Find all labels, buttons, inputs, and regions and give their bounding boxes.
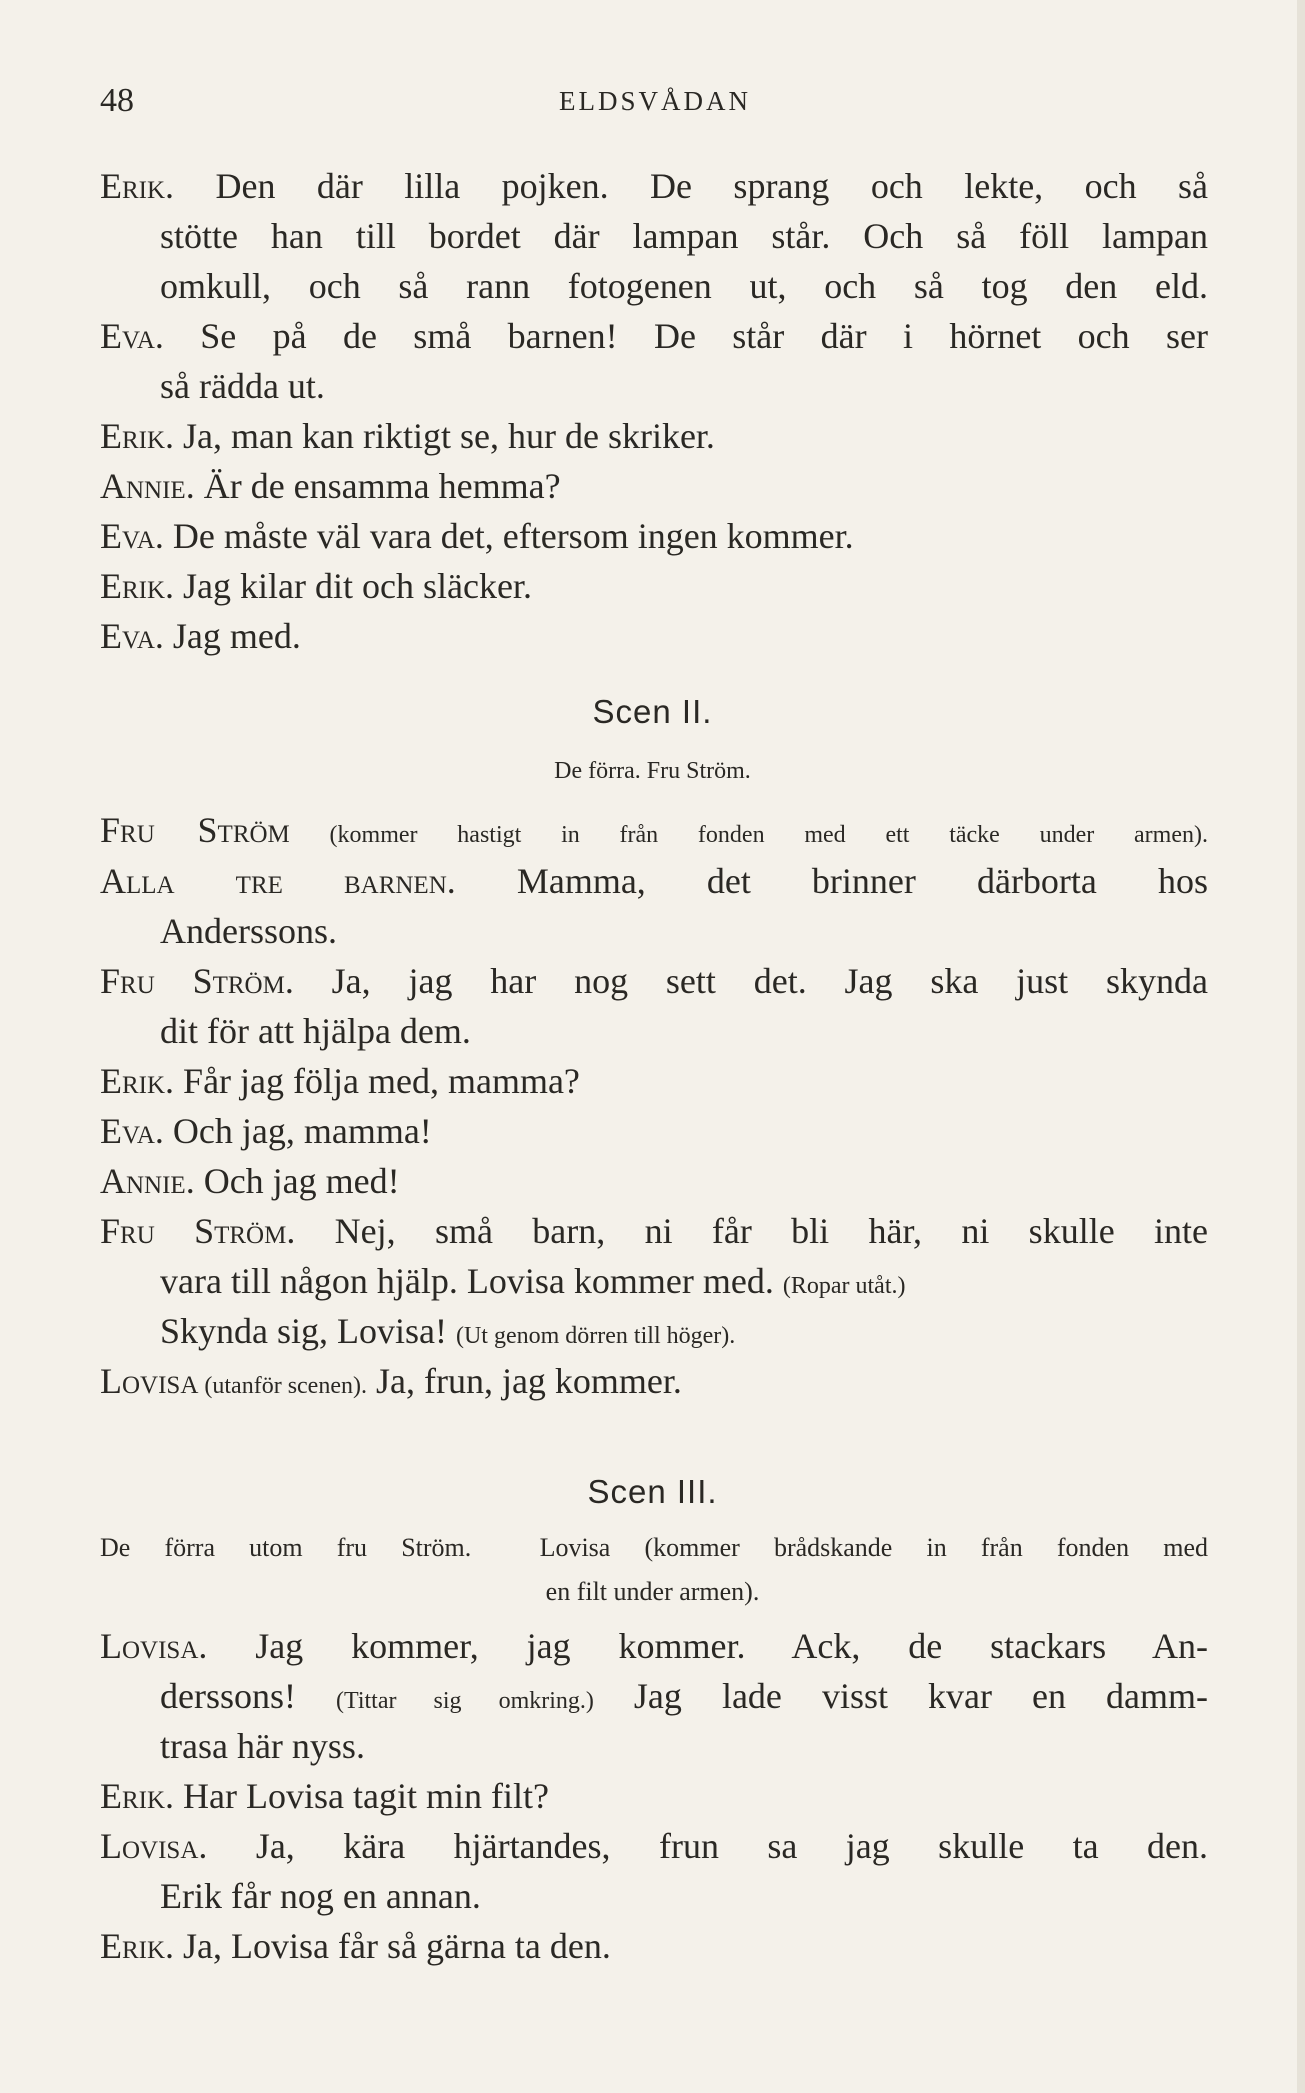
dialogue-line: trasa här nyss. <box>160 1726 365 1766</box>
speaker: Annie. <box>100 1161 195 1201</box>
speaker: Annie. <box>100 466 195 506</box>
dialogue-line: Eva. Se på de små barnen! De står där i hörnet och ser <box>100 316 1208 356</box>
dialogue-line: Erik. Jag kilar dit och släcker. <box>100 566 532 606</box>
dialogue-line: Lovisa (utanför scenen). Ja, frun, jag kommer. <box>100 1361 682 1401</box>
speaker: Erik. <box>100 566 175 606</box>
dialogue-line: Eva. De måste väl vara det, eftersom ingen kommer. <box>100 516 854 556</box>
dialogue-line: Anderssons. <box>160 911 337 951</box>
dialogue-line: Eva. Och jag, mamma! <box>100 1111 432 1151</box>
dialogue-line: Alla tre barnen. Mamma, det brinner därborta hos <box>100 861 1208 901</box>
speaker: Lovisa <box>100 1361 199 1401</box>
dialogue-line: Erik. Har Lovisa tagit min filt? <box>100 1776 549 1816</box>
speaker: Erik. <box>100 1061 175 1101</box>
dialogue-line: Lovisa. Jag kommer, jag kommer. Ack, de stackars An- <box>100 1626 1208 1666</box>
dialogue-line: Annie. Och jag med! <box>100 1161 400 1201</box>
stage-direction-line <box>100 812 1208 848</box>
stage-direction: (utanför scenen). <box>198 1373 367 1399</box>
dialogue-line: Skynda sig, Lovisa! (Ut genom dörren till höger). <box>160 1311 736 1351</box>
stage-direction: (Tittar sig omkring.) <box>336 1688 594 1714</box>
page-edge <box>1297 0 1305 2093</box>
stage-direction: (Ropar utåt.) <box>782 1273 906 1299</box>
dialogue-line: Erik får nog en annan. <box>160 1876 481 1916</box>
speaker: Alla tre barnen. <box>100 861 456 901</box>
stage-direction: (kommer hastigt in från fonden med ett täcke under armen). <box>289 822 1208 848</box>
dialogue-line: så rädda ut. <box>160 366 325 406</box>
dialogue-line: derssons! (Tittar sig omkring.) Jag lade visst kvar en damm- <box>160 1676 1208 1716</box>
scene-heading: Scen III. <box>587 1473 718 1510</box>
dialogue-line: Annie. Är de ensamma hemma? <box>100 466 561 506</box>
page-number: 48 <box>100 82 134 119</box>
speaker: Eva. <box>100 1111 164 1151</box>
dialogue-line: omkull, och så rann fotogenen ut, och så tog den eld. <box>160 266 1208 306</box>
stage-direction: (Ut genom dörren till höger). <box>455 1323 736 1349</box>
dialogue-line: Eva. Jag med. <box>100 616 301 656</box>
speaker: Fru Ström. <box>100 961 294 1001</box>
speaker: Eva. <box>100 516 164 556</box>
dialogue-line: vara till någon hjälp. Lovisa kommer med. (Ropar utåt.) <box>160 1261 906 1301</box>
speaker: Eva. <box>100 616 164 656</box>
dialogue-line: Erik. Får jag följa med, mamma? <box>100 1061 580 1101</box>
scene-heading: Scen II. <box>592 693 713 730</box>
speaker: Erik. <box>100 1776 175 1816</box>
speaker: Fru Ström <box>100 810 290 850</box>
scene-persons: De förra. Fru Ström. <box>554 758 751 784</box>
dialogue-line: dit för att hjälpa dem. <box>160 1011 471 1051</box>
scene-persons: De förra utom fru Ström. Lovisa (kommer brådskande in från fonden med <box>100 1533 1208 1562</box>
running-title: ELDSVÅDAN <box>559 86 751 116</box>
speaker: Erik. <box>100 416 175 456</box>
dialogue-line: Erik. Ja, man kan riktigt se, hur de skriker. <box>100 416 715 456</box>
scene-persons: en filt under armen). <box>545 1577 760 1606</box>
dialogue-line: Erik. Den där lilla pojken. De sprang och lekte, och så <box>100 166 1208 206</box>
page-header <box>100 82 1210 132</box>
speaker: Erik. <box>100 1926 175 1966</box>
dialogue-line: Fru Ström. Ja, jag har nog sett det. Jag ska just skynda <box>100 961 1208 1001</box>
dialogue-line: stötte han till bordet där lampan står. Och så föll lampan <box>160 216 1208 256</box>
dialogue-line: Fru Ström. Nej, små barn, ni får bli här, ni skulle inte <box>100 1211 1208 1251</box>
speaker: Eva. <box>100 316 164 356</box>
speaker: Lovisa. <box>100 1626 208 1666</box>
speaker: Lovisa. <box>100 1826 208 1866</box>
speaker: Erik. <box>100 166 175 206</box>
speaker: Fru Ström. <box>100 1211 296 1251</box>
dialogue-line: Lovisa. Ja, kära hjärtandes, frun sa jag skulle ta den. <box>100 1826 1208 1866</box>
dialogue-line: Erik. Ja, Lovisa får så gärna ta den. <box>100 1926 611 1966</box>
